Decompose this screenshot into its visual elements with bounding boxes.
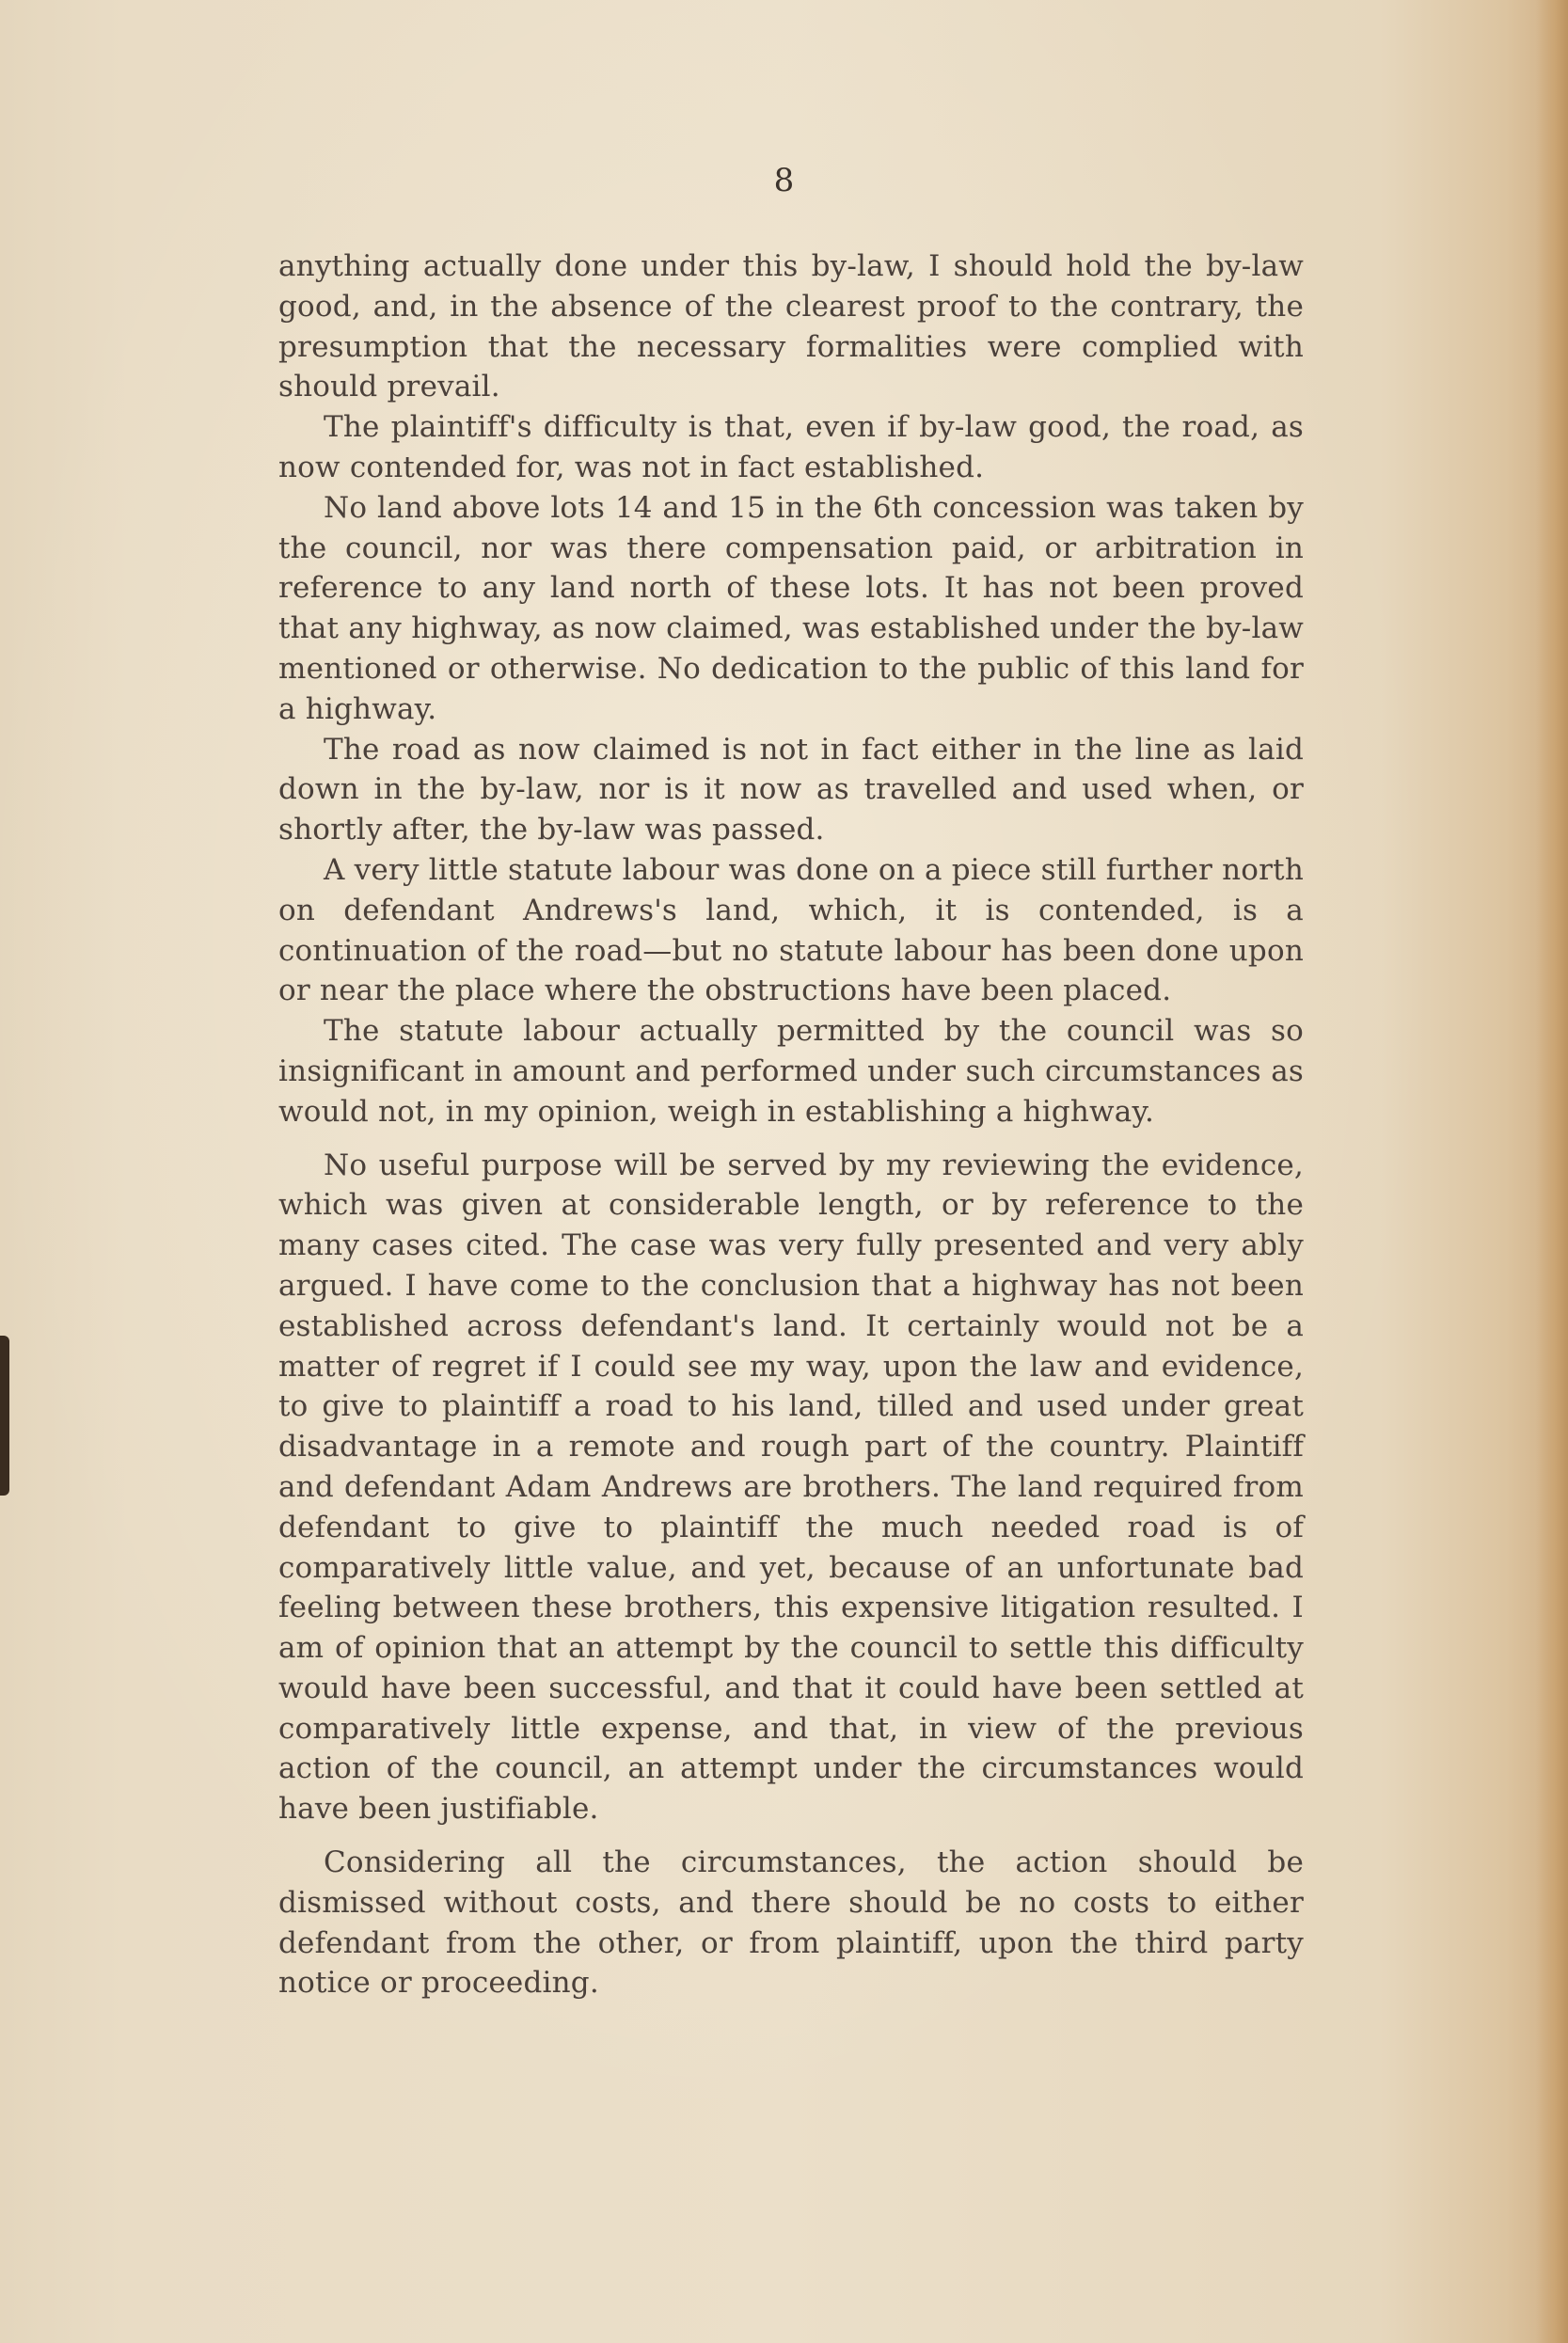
page-number: 8 [773,162,795,199]
paragraph-7: No useful purpose will be served by my reviewing the evidence, which was given at considerable length, or by reference to the many cases cited. The case was very fully presented and very ably argued. I have come to the conclusion that a highway has not been established across defendant's land. It certainly would not be a matter of regret if I could see my way, upon the law and evidence, to give to plaintiff a road to his land, tilled and used under great disadvantage in a remote and rough part of the country. Plaintiff and defendant Adam Andrews are brothers. The land required from defendant to give to plaintiff the much needed road is of comparatively little value, and yet, because of an unfortunate bad feeling between these brothers, this expensive litigation resulted. I am of opinion that an attempt by the council to settle this difficulty would have been successful, and that it could have been settled at comparatively little expense, and that, in view of the previous action of the council, an attempt under the circumstances would have been justifiable. [278,1148,1304,1827]
paragraph-2: The plaintiff's difficulty is that, even if by-law good, the road, as now contended for, was not in fact established. [278,410,1304,484]
paragraph-4: The road as now claimed is not in fact either in the line as laid down in the by-law, nor is it now as travelled and used when, or shortly after, the by-law was passed. [278,732,1304,847]
paragraph-1: anything actually done under this by-law, I should hold the by-law good, and, in the absence of the clearest proof to the contrary, the presumption that the necessary formalities were complied with should prevail. [278,249,1304,404]
binding-shadow [0,1336,9,1496]
paragraph-5: A very little statute labour was done on a piece still further north on defendant Andrews's land, which, it is contended, is a continuation of the road—but no statute labour has been done upon or near the place where the obstructions have been placed. [278,852,1304,1008]
page-edge-stain [1536,0,1568,2343]
paragraph-8: Considering all the circumstances, the action should be dismissed without costs, and there should be no costs to either defendant from the other, or from plaintiff, upon the third party notice or proceeding. [278,1845,1304,2001]
paragraph-6: The statute labour actually permitted by the council was so insignificant in amount and performed under such circumstances as would not, in my opinion, weigh in establishing a highway. [278,1014,1304,1129]
paragraph-3: No land above lots 14 and 15 in the 6th concession was taken by the council, nor was there compensation paid, or arbitration in reference to any land north of these lots. It has not been proved that any highway, as now claimed, was established under the by-law mentioned or otherwise. No dedication to the public of this land for a highway. [278,490,1304,726]
body-text [278,246,1304,2003]
